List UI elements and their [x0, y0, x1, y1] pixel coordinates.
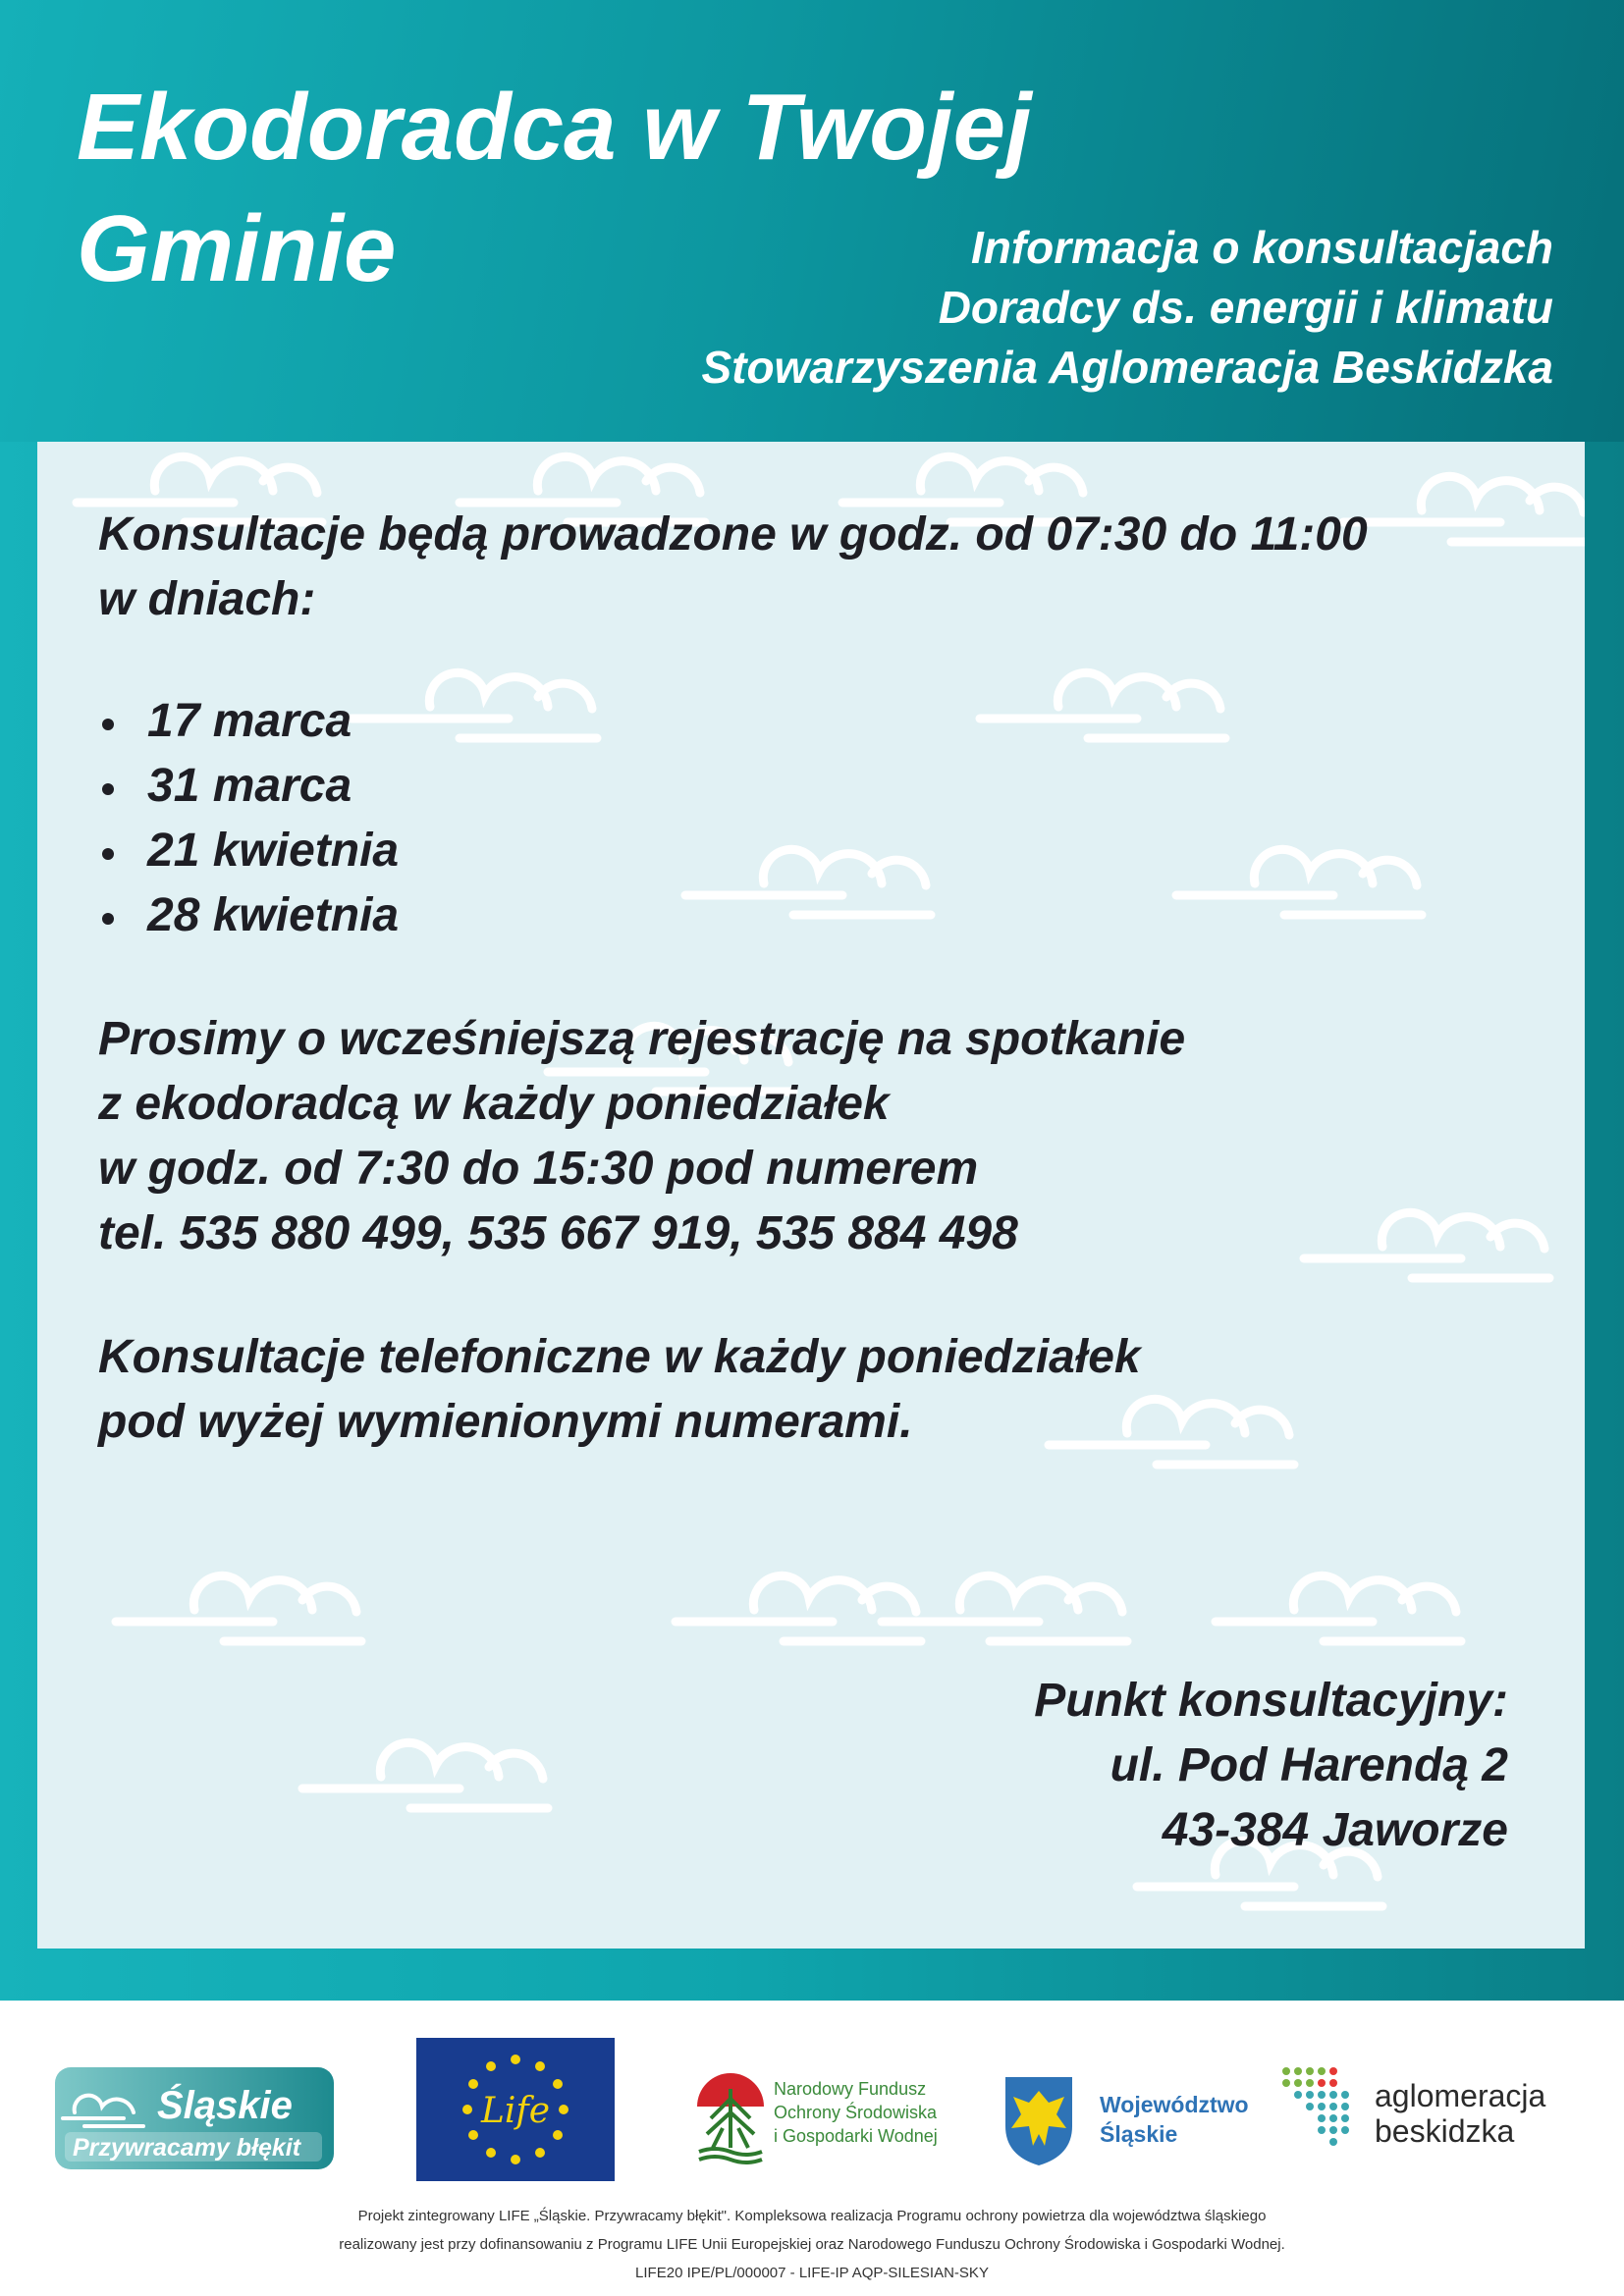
nfos-logo [693, 2069, 978, 2167]
consultation-address [1034, 1669, 1508, 1863]
registration-line: w godz. od 7:30 do 15:30 pod numerem [98, 1143, 979, 1195]
info-panel [37, 442, 1585, 1949]
cloud-icon [302, 1742, 548, 1808]
slaskie-tagline-text: Przywracamy błękit [73, 2134, 301, 2162]
dates-list [98, 689, 1512, 948]
wojewodztwo-text [1100, 2092, 1255, 2147]
title-line-2: Gminie [77, 196, 397, 301]
date-item: 28 kwietnia [98, 883, 1512, 948]
registration-line: Prosimy o wcześniejszą rejestrację na spotkanie [98, 1013, 1186, 1065]
phone-consult-line: Konsultacje telefoniczne w każdy poniedziałek [98, 1331, 1141, 1383]
life-text: Life [480, 2091, 551, 2131]
subtitle-line: Stowarzyszenia Aglomeracja Beskidzka [701, 342, 1553, 393]
partner-logos [0, 2001, 1624, 2197]
wojewodztwo-line: Śląskie [1100, 2121, 1178, 2147]
cloud-icon [676, 1575, 921, 1641]
slaskie-logo-text: Śląskie [157, 2084, 293, 2127]
aglomeracja-dots-icon [1282, 2067, 1349, 2146]
aglomeracja-line: aglomeracja [1375, 2078, 1546, 2113]
eu-life-logo [416, 2038, 615, 2181]
title-line-1: Ekodoradca w Twojej [77, 75, 1032, 180]
wojewodztwo-line: Województwo [1100, 2092, 1249, 2117]
subtitle-line: Informacja o konsultacjach [970, 222, 1553, 273]
footer-line: LIFE20 IPE/PL/000007 - LIFE-IP AQP-SILESIAN-SKY [635, 2265, 989, 2281]
registration-phone-line: tel. 535 880 499, 535 667 919, 535 884 498 [98, 1207, 1018, 1259]
nfos-line: Ochrony Środowiska [774, 2103, 938, 2122]
nfos-line: i Gospodarki Wodnej [774, 2126, 938, 2146]
intro-line: Konsultacje będą prowadzone w godz. od 07:30 do 11:00 [98, 508, 1368, 561]
cloud-icon [116, 1575, 361, 1641]
intro-line: w dniach: [98, 573, 316, 625]
address-line: Punkt konsultacyjny: [1034, 1675, 1508, 1727]
subtitle-line: Doradcy ds. energii i klimatu [938, 282, 1553, 333]
consultation-info [98, 503, 1512, 1455]
aglomeracja-line: beskidzka [1375, 2113, 1515, 2149]
aglomeracja-text [1375, 2078, 1554, 2149]
silesia-coat-of-arms-icon [1005, 2077, 1072, 2165]
cloud-icon [1216, 1575, 1461, 1641]
address-line: 43-384 Jaworze [1162, 1804, 1508, 1856]
date-item: 21 kwietnia [98, 819, 1512, 883]
date-item: 17 marca [98, 689, 1512, 754]
nfos-emblem-icon [695, 2073, 766, 2163]
footer-line: realizowany jest przy dofinansowaniu z Programu LIFE Unii Europejskiej oraz Narodowego Funduszu Ochrony Środowiska i Gospodarki Wodnej. [339, 2236, 1285, 2253]
nfos-line: Narodowy Fundusz [774, 2079, 927, 2099]
wojewodztwo-logo [1001, 2073, 1257, 2167]
subtitle [670, 218, 1553, 398]
date-item: 31 marca [98, 754, 1512, 819]
aglomeracja-logo [1276, 2061, 1571, 2160]
slaskie-logo [55, 2067, 334, 2169]
project-footer [0, 2202, 1624, 2287]
footer-line: Projekt zintegrowany LIFE „Śląskie. Przywracamy błękit". Kompleksowa realizacja Programu ochrony powietrza dla województwa śląskiego [357, 2208, 1267, 2224]
address-line: ul. Pod Harendą 2 [1110, 1739, 1508, 1791]
phone-consult-line: pod wyżej wymienionymi numerami. [98, 1396, 913, 1448]
registration-line: z ekodoradcą w każdy poniedziałek [98, 1078, 890, 1130]
nfos-text [774, 2079, 942, 2146]
